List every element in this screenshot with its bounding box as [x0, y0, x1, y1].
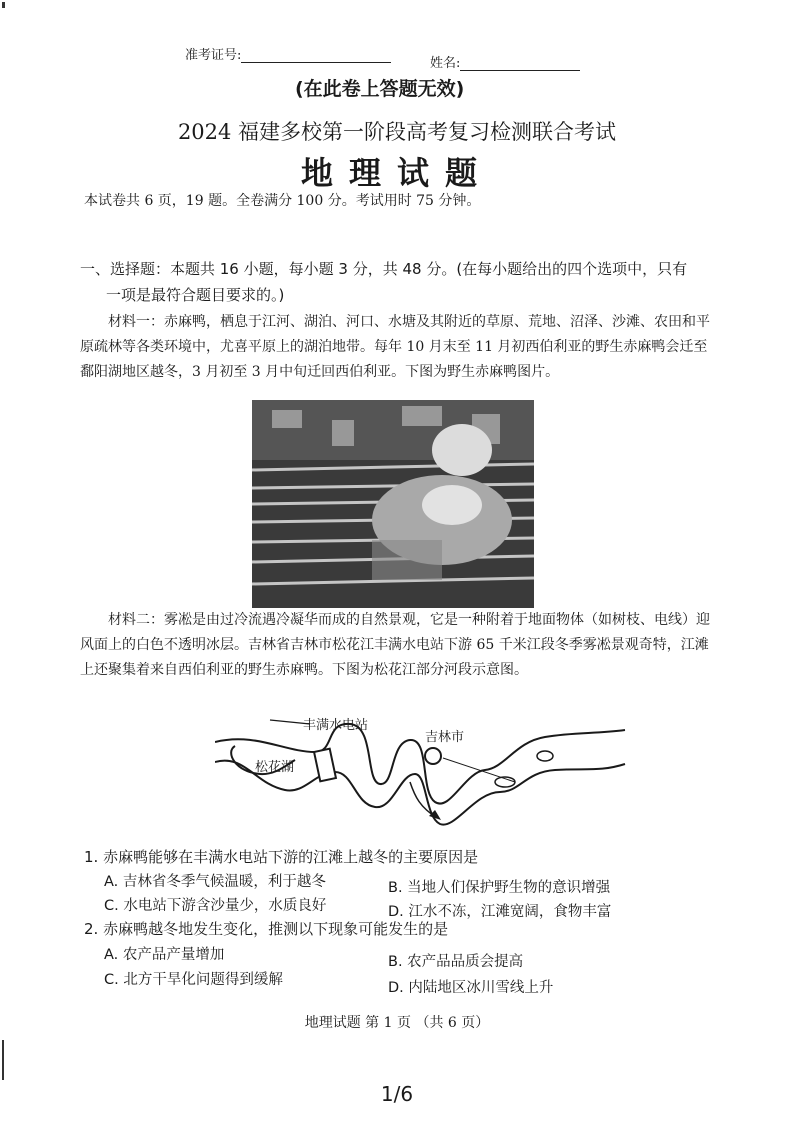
name-blank — [460, 56, 580, 71]
exam-title: 2024 福建多校第一阶段高考复习检测联合考试 — [177, 120, 617, 144]
scan-mark-top — [2, 2, 5, 8]
question-1-option-a: A. 吉林省冬季气候温暖，利于越冬 — [104, 874, 326, 890]
question-1-option-d: D. 江水不冻，江滩宽阔，食物丰富 — [388, 904, 612, 920]
section-heading-line1: 一、选择题：本题共 16 小题，每小题 3 分，共 48 分。(在每小题给出的四个选项中，只有 — [80, 260, 688, 278]
question-1-stem: 1. 赤麻鸭能够在丰满水电站下游的江滩上越冬的主要原因是 — [84, 848, 479, 866]
question-2-option-b: B. 农产品品质会提高 — [388, 954, 524, 970]
songhua-river-map — [215, 712, 635, 837]
section-heading — [80, 256, 720, 308]
subject-title: 地理试题 — [300, 154, 493, 192]
exam-number-blank — [241, 48, 391, 63]
dam-label: 丰满水电站 — [303, 718, 369, 733]
question-2-option-a: A. 农产品产量增加 — [104, 947, 225, 963]
invalid-notice: (在此卷上答题无效) — [295, 78, 465, 100]
name-field — [430, 52, 580, 71]
question-1-option-b: B. 当地人们保护野生物的意识增强 — [388, 880, 611, 896]
exam-number-field — [185, 44, 391, 63]
question-2-option-d: D. 内陆地区冰川雪线上升 — [388, 980, 554, 996]
question-2-option-c: C. 北方干旱化问题得到缓解 — [104, 972, 283, 988]
city-label: 吉林市 — [425, 730, 465, 745]
question-2-stem: 2. 赤麻鸭越冬地发生变化，推测以下现象可能发生的是 — [84, 920, 449, 938]
page-footer: 地理试题 第 1 页 （共 6 页） — [304, 1015, 490, 1031]
scan-mark-bottom — [2, 1040, 4, 1080]
section-heading-line2: 一项是最符合题目要求的。) — [106, 286, 285, 304]
exam-intro: 本试卷共 6 页，19 题。全卷满分 100 分。考试用时 75 分钟。 — [84, 193, 481, 209]
material-two-text: 材料二：雾凇是由过冷流遇冷凝华而成的自然景观，它是一种附着于地面物体（如树枝、电线）迎风面上的白色不透明冰层。吉林省吉林市松花江丰满水电站下游 65 千米江段冬季雾凇景观奇特，江滩上还聚集着来自西伯利亚的野生赤麻鸭。下图为松花江部分河段示意图。 — [80, 612, 710, 678]
duck-photo — [252, 400, 534, 608]
page-indicator: 1/6 — [380, 1082, 414, 1106]
duck-photo-image — [252, 400, 534, 608]
exam-number-label: 准考证号: — [185, 48, 242, 63]
name-label: 姓名: — [430, 56, 461, 71]
material-one-text: 材料一：赤麻鸭，栖息于江河、湖泊、河口、水塘及其附近的草原、荒地、沼泽、沙滩、农田和平原疏林等各类环境中，尤喜平原上的湖泊地带。每年 10 月末至 11 月初西伯利亚的野生赤麻鸭会迁至鄱阳湖地区越冬，3 月初至 3 月中旬迁回西伯利亚。下图为野生赤麻鸭图片。 — [80, 314, 710, 380]
lake-label: 松花湖 — [255, 760, 295, 775]
question-1-option-c: C. 水电站下游含沙量少，水质良好 — [104, 898, 327, 914]
